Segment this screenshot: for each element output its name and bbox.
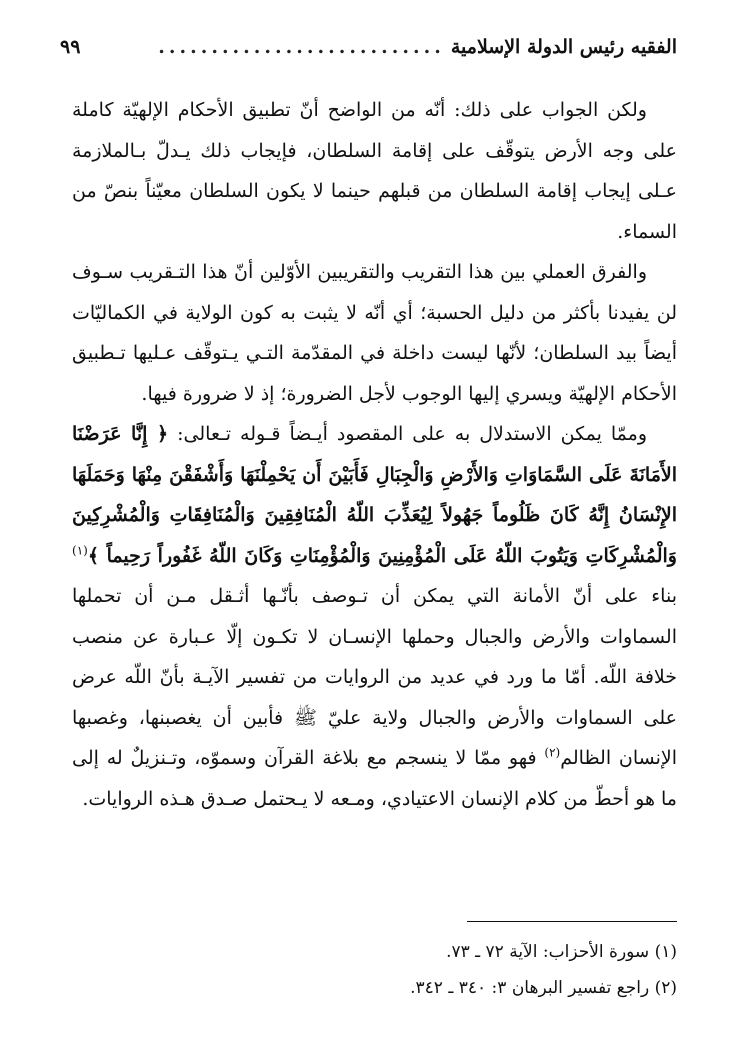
paragraph-3-intro: وممّا يمكن الاستدلال به على المقصود أيـضاً قـوله تـعالى: — [177, 423, 647, 445]
footnote-divider — [467, 921, 677, 922]
page-number: ٩٩ — [60, 36, 81, 58]
body-text — [72, 90, 677, 819]
footnote-1: (١) سورة الأحزاب: الآية ٧٢ ـ ٧٣. — [446, 942, 677, 962]
paragraph-3-middle: بناء على أنّ الأمانة التي يمكن أن تـوصف بأنّـها أثـقل مـن أن تحملها السماوات والأرض والجبال وحملها الإنسـان لا تكـون إلّا عـبارة عن منصب خلافة اللّه. أمّا ما ورد في عديد من الروايات من تفسير الآيـة بأنّ اللّه عرض على السماوات والأرض والجبال ولاية عليّ ﷺ فأبين أن يغصبنها، وغصبها الإنسان الظالم — [72, 585, 678, 769]
page-header — [60, 30, 677, 64]
paragraph-2: والفرق العملي بين هذا التقريب والتقريبين الأوّلين أنّ هذا التـقريب سـوف لن يفيدنا بأكثر من دليل الحسبة؛ أي أنّه لا يثبت به كون الولاية في الكماليّات أيضاً بيد السلطان؛ لأنّها ليست داخلة في المقدّمة التـي يـتوقّف عـليها تـطبيق الأحكام الإلهيّة ويسري إليها الوجوب لأجل الضرورة؛ إذ لا ضرورة فيها. — [72, 261, 677, 405]
footnote-ref-2[interactable]: (٢) — [544, 745, 561, 760]
paragraph-1: ولكن الجواب على ذلك: أنّه من الواضح أنّ تطبيق الأحكام الإلهيّة كاملة على وجه الأرض يتوقّف على إقامة السلطان، فإيجاب ذلك يـدلّ بـالملازمة عـلى إيجاب إقامة السلطان من قبلهم حينما لا يكون السلطان معيّناً بنصّ من السماء. — [72, 99, 677, 243]
paragraph-3 — [72, 414, 677, 819]
running-title: الفقيه رئيس الدولة الإسلامية — [450, 36, 677, 58]
footnotes — [72, 934, 677, 1006]
footnote-ref-1[interactable]: (١) — [72, 543, 88, 558]
paragraph-3-end: فهو ممّا لا ينسجم مع بلاغة القرآن وسموّه، وتـنزيلٌ له إلى ما هو أحطّ من كلام الإنسان الاعتيادي، ومـعه لا يـحتمل صـدق هـذه الروايات. — [72, 747, 677, 810]
quran-verse: ﴿ إِنَّا عَرَضْنَا الأَمَانَةَ عَلَى السَّمَاوَاتِ وَالأَرْضِ وَالْجِبَالِ فَأَبَيْنَ أَن يَحْمِلْنَهَا وَأَشْفَقْنَ مِنْهَا وَحَمَلَهَا الإِنْسَانُ إِنَّهُ كَانَ ظَلُوماً جَهُولاً لِيُعَذِّبَ اللّهُ الْمُنَافِقِينَ وَالْمُنَافِقَاتِ وَالْمُشْرِكِينَ وَالْمُشْرِكَاتِ وَيَتُوبَ اللّهُ عَلَى الْمُؤْمِنِينَ وَالْمُؤْمِنَاتِ وَكَانَ اللّهُ غَفُوراً رَحِيماً ﴾ — [72, 423, 677, 567]
leader-dots: ........................... — [158, 36, 445, 58]
footnote-2: (٢) راجع تفسير البرهان ٣: ٣٤٠ ـ ٣٤٢. — [410, 978, 677, 998]
